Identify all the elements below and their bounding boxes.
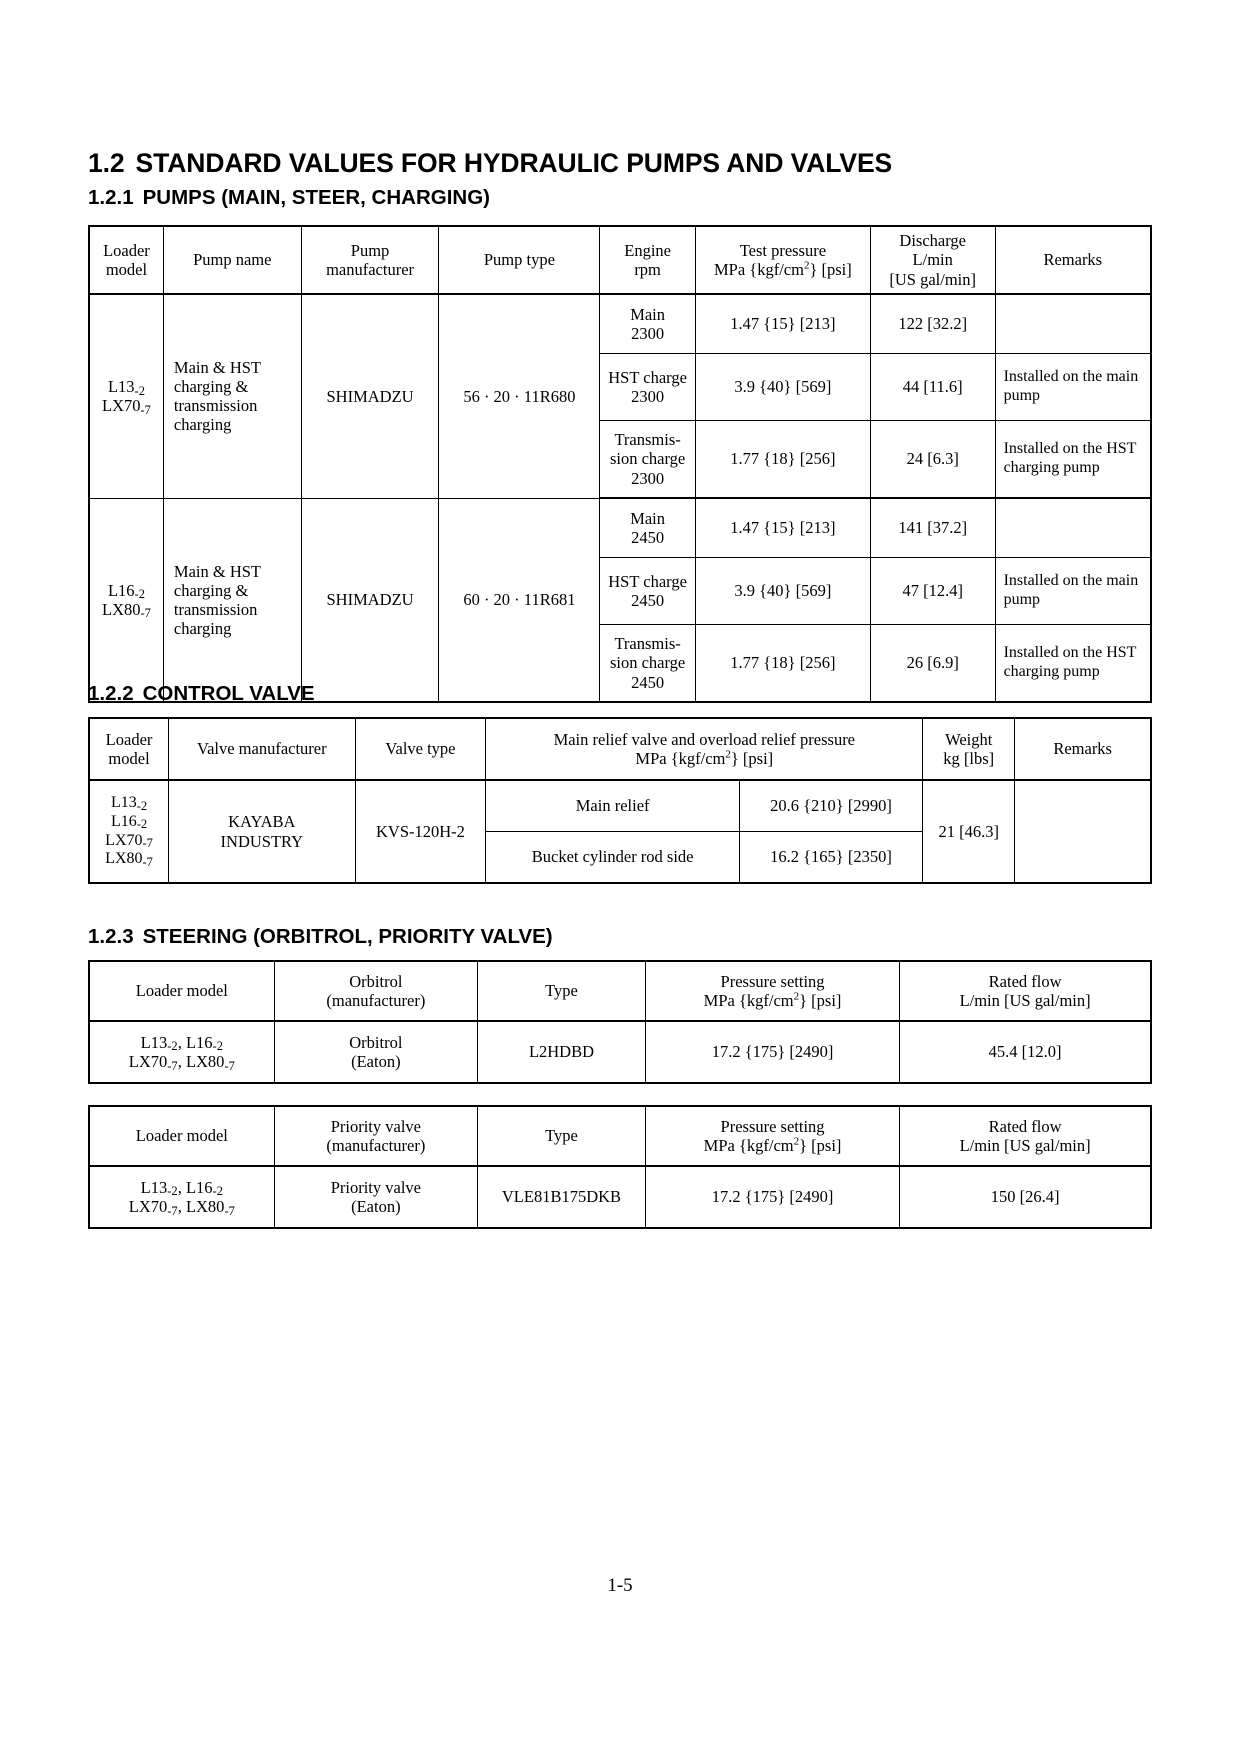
cell-remarks: Installed on the main pump bbox=[995, 354, 1151, 421]
cell-discharge: 24 [6.3] bbox=[870, 421, 995, 499]
cell-engine-rpm: Transmis- sion charge 2450 bbox=[600, 625, 696, 703]
cell-remarks bbox=[995, 498, 1151, 558]
heading-steering bbox=[88, 925, 553, 949]
cell-pump-name: Main & HST charging & transmission charging bbox=[163, 498, 301, 702]
cell-loader-model: L13-2, L16-2 LX70-7, LX80-7 bbox=[89, 1021, 274, 1083]
heading-control-valve bbox=[88, 682, 315, 706]
header-pressure-setting: Pressure setting MPa $\{kgf/cm^2\}$ [psi] bbox=[645, 961, 899, 1021]
cell-orbitrol-manufacturer: Orbitrol (Eaton) bbox=[274, 1021, 477, 1083]
header-loader-model: Loader model bbox=[89, 961, 274, 1021]
header-pressure-setting: Pressure setting MPa $\{kgf/cm^2\}$ [psi] bbox=[645, 1106, 899, 1166]
header-remarks: Remarks bbox=[995, 226, 1151, 294]
header-test-pressure: Test pressure MPa $\{kgf/cm^2\}$ [psi] bbox=[695, 226, 870, 294]
cell-pump-type: 56 · 20 · 11R680 bbox=[439, 294, 600, 498]
heading-pumps bbox=[88, 186, 490, 210]
cell-type: VLE81B175DKB bbox=[478, 1166, 646, 1228]
control-valve-table-body bbox=[89, 780, 1151, 883]
cell-engine-rpm: HST charge 2450 bbox=[600, 558, 696, 625]
cell-pump-manufacturer: SHIMADZU bbox=[301, 294, 439, 498]
cell-type: L2HDBD bbox=[478, 1021, 646, 1083]
pumps-table-body bbox=[89, 294, 1151, 702]
heading-steering-number: 1.2.3 bbox=[88, 925, 134, 948]
cell-engine-rpm: HST charge 2300 bbox=[600, 354, 696, 421]
pumps-table bbox=[88, 225, 1152, 703]
cell-valve-type: KVS-120H-2 bbox=[355, 780, 486, 883]
cell-test-pressure: 1.47 {15} [213] bbox=[695, 294, 870, 354]
cell-loader-model: L13-2 LX70-7 bbox=[89, 294, 163, 498]
orbitrol-table-body bbox=[89, 1021, 1151, 1083]
header-priority-manufacturer: Priority valve (manufacturer) bbox=[274, 1106, 477, 1166]
cell-discharge: 122 [32.2] bbox=[870, 294, 995, 354]
header-weight: Weight kg [lbs] bbox=[923, 718, 1015, 780]
cell-valve-manufacturer: KAYABA INDUSTRY bbox=[169, 780, 355, 883]
header-type: Type bbox=[478, 961, 646, 1021]
header-relief-pressure: Main relief valve and overload relief pressure MPa $\{kgf/cm^2\}$ [psi] bbox=[486, 718, 923, 780]
header-valve-manufacturer: Valve manufacturer bbox=[169, 718, 355, 780]
header-orbitrol-manufacturer: Orbitrol (manufacturer) bbox=[274, 961, 477, 1021]
cell-relief-name: Main relief bbox=[486, 780, 739, 832]
header-pump-type: Pump type bbox=[439, 226, 600, 294]
header-rated-flow: Rated flow L/min [US gal/min] bbox=[900, 961, 1151, 1021]
cell-loader-model: L13-2, L16-2 LX70-7, LX80-7 bbox=[89, 1166, 274, 1228]
cell-test-pressure: 1.77 {18} [256] bbox=[695, 625, 870, 703]
priority-valve-table bbox=[88, 1105, 1152, 1229]
cell-weight: 21 [46.3] bbox=[923, 780, 1015, 883]
header-pump-name: Pump name bbox=[163, 226, 301, 294]
priority-valve-table-body bbox=[89, 1166, 1151, 1228]
cell-test-pressure: 1.47 {15} [213] bbox=[695, 498, 870, 558]
cell-test-pressure: 3.9 {40} [569] bbox=[695, 558, 870, 625]
heading-control-valve-number: 1.2.2 bbox=[88, 682, 134, 705]
cell-remarks: Installed on the HST charging pump bbox=[995, 421, 1151, 499]
cell-discharge: 47 [12.4] bbox=[870, 558, 995, 625]
control-valve-header-row bbox=[89, 718, 1151, 780]
cell-engine-rpm: Main 2450 bbox=[600, 498, 696, 558]
cell-pressure-setting: 17.2 {175} [2490] bbox=[645, 1021, 899, 1083]
cell-pump-manufacturer: SHIMADZU bbox=[301, 498, 439, 702]
pumps-header-row bbox=[89, 226, 1151, 294]
page-title bbox=[88, 148, 892, 179]
cell-pump-type: 60 · 20 · 11R681 bbox=[439, 498, 600, 702]
cell-relief-value: 16.2 {165} [2350] bbox=[739, 832, 922, 884]
cell-pressure-setting: 17.2 {175} [2490] bbox=[645, 1166, 899, 1228]
cell-discharge: 26 [6.9] bbox=[870, 625, 995, 703]
cell-remarks: Installed on the HST charging pump bbox=[995, 625, 1151, 703]
cell-remarks: Installed on the main pump bbox=[995, 558, 1151, 625]
header-loader-model: Loader model bbox=[89, 1106, 274, 1166]
orbitrol-header-row bbox=[89, 961, 1151, 1021]
cell-rated-flow: 150 [26.4] bbox=[900, 1166, 1151, 1228]
orbitrol-table bbox=[88, 960, 1152, 1084]
page-number: 1-5 bbox=[607, 1575, 633, 1596]
header-remarks: Remarks bbox=[1015, 718, 1151, 780]
table-row bbox=[89, 1021, 1151, 1083]
cell-loader-model: L13-2 L16-2 LX70-7 LX80-7 bbox=[89, 780, 169, 883]
cell-engine-rpm: Transmis- sion charge 2300 bbox=[600, 421, 696, 499]
priority-header-row bbox=[89, 1106, 1151, 1166]
section-number: 1.2 bbox=[88, 148, 125, 178]
cell-discharge: 44 [11.6] bbox=[870, 354, 995, 421]
header-valve-type: Valve type bbox=[355, 718, 486, 780]
cell-loader-model: L16-2 LX80-7 bbox=[89, 498, 163, 702]
table-row bbox=[89, 294, 1151, 354]
cell-discharge: 141 [37.2] bbox=[870, 498, 995, 558]
table-row bbox=[89, 780, 1151, 832]
cell-pump-name: Main & HST charging & transmission charging bbox=[163, 294, 301, 498]
header-type: Type bbox=[478, 1106, 646, 1166]
section-title-text: STANDARD VALUES FOR HYDRAULIC PUMPS AND VALVES bbox=[135, 148, 893, 178]
table-row bbox=[89, 498, 1151, 558]
cell-priority-manufacturer: Priority valve (Eaton) bbox=[274, 1166, 477, 1228]
cell-engine-rpm: Main 2300 bbox=[600, 294, 696, 354]
heading-pumps-number: 1.2.1 bbox=[88, 186, 134, 209]
heading-steering-text: STEERING (ORBITROL, PRIORITY VALVE) bbox=[142, 925, 553, 948]
cell-relief-value: 20.6 {210} [2990] bbox=[739, 780, 922, 832]
cell-test-pressure: 3.9 {40} [569] bbox=[695, 354, 870, 421]
cell-rated-flow: 45.4 [12.0] bbox=[900, 1021, 1151, 1083]
cell-relief-name: Bucket cylinder rod side bbox=[486, 832, 739, 884]
header-loader-model: Loader model bbox=[89, 718, 169, 780]
heading-control-valve-text: CONTROL VALVE bbox=[142, 682, 315, 705]
control-valve-table bbox=[88, 717, 1152, 884]
cell-remarks bbox=[995, 294, 1151, 354]
heading-pumps-text: PUMPS (MAIN, STEER, CHARGING) bbox=[142, 186, 490, 209]
cell-remarks bbox=[1015, 780, 1151, 883]
header-discharge: Discharge L/min [US gal/min] bbox=[870, 226, 995, 294]
header-engine-rpm: Engine rpm bbox=[600, 226, 696, 294]
table-row bbox=[89, 1166, 1151, 1228]
header-pump-manufacturer: Pump manufacturer bbox=[301, 226, 439, 294]
header-rated-flow: Rated flow L/min [US gal/min] bbox=[900, 1106, 1151, 1166]
header-loader-model: Loader model bbox=[89, 226, 163, 294]
cell-test-pressure: 1.77 {18} [256] bbox=[695, 421, 870, 499]
